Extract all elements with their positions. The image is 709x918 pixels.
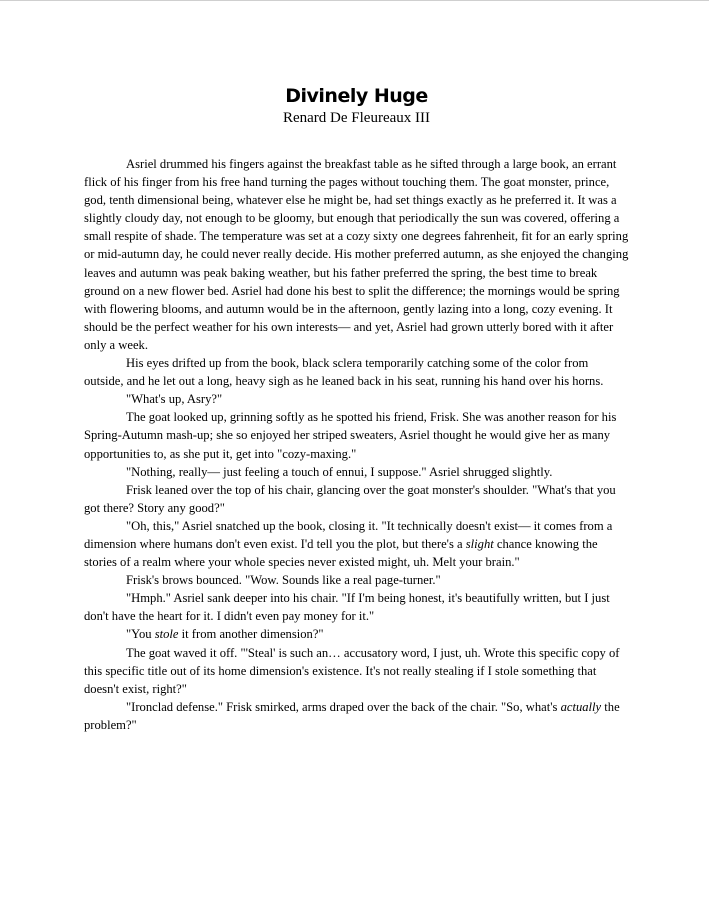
paragraph <box>84 354 629 390</box>
paragraph <box>84 517 629 571</box>
paragraph <box>84 481 629 517</box>
text-run: it from another dimension?" <box>178 627 324 642</box>
document-author: Renard De Fleureaux III <box>282 110 431 126</box>
text-run: "Hmph." Asriel sank deeper into his chair. "If I'm being honest, it's beautifully written, but I just don't have the heart for it. I didn't even pay money for it." <box>84 591 610 624</box>
text-run: The goat looked up, grinning softly as he spotted his friend, Frisk. She was another reason for his Spring-Autumn mash-up; she so enjoyed her striped sweaters, Asriel thought he would give her as many opportunities to, as she put it, get into "cozy-maxing." <box>84 410 617 461</box>
text-run: Frisk's brows bounced. "Wow. Sounds like a real page-turner." <box>126 573 441 588</box>
top-border <box>0 0 709 1</box>
paragraph <box>84 698 629 734</box>
text-run: "Oh, this," Asriel snatched up the book, closing it. "It technically doesn't exist— it comes from a dimension where humans don't even exist. I'd tell you the plot, but there's a <box>84 518 613 551</box>
italic-text: slight <box>465 536 494 551</box>
paragraph <box>84 390 629 408</box>
text-run: "You <box>126 627 155 642</box>
document-page <box>84 83 629 734</box>
document-title: Divinely Huge <box>285 85 428 107</box>
text-run: "Ironclad defense." Frisk smirked, arms draped over the back of the chair. "So, what's <box>126 699 561 714</box>
paragraph <box>84 625 629 643</box>
paragraph <box>84 155 629 354</box>
paragraph <box>84 644 629 698</box>
text-run: His eyes drifted up from the book, black sclera temporarily catching some of the color from outside, and he let out a long, heavy sigh as he leaned back in his seat, running his hand over his horns. <box>84 356 604 389</box>
paragraph <box>84 408 629 462</box>
italic-text: actually <box>560 699 602 714</box>
text-run: chance knowing the stories of a realm where your whole species never existed might, uh. Melt your brain." <box>84 536 598 570</box>
text-run: Frisk leaned over the top of his chair, glancing over the goat monster's shoulder. "What's that you got there? Story any good?" <box>84 482 616 515</box>
text-run: The goat waved it off. "'Steal' is such an… accusatory word, I just, uh. Wrote this specific copy of this specific title out of its home dimension's existence. It's not really stealing if I stole something that doesn't exist, right?" <box>84 645 620 696</box>
text-run: Asriel drummed his fingers against the breakfast table as he sifted through a large book, an errant flick of his finger from his free hand turning the pages without touching them. The goat monster, prince, god, tenth dimensional being, whatever else he might be, had set things exactly as he preferred it. It was a slightly cloudy day, not enough to be gloomy, but enough that periodically the sun was covered, offering a small respite of shade. The temperature was set at a cozy sixty one degrees fahrenheit, fit for an early spring or mid-autumn day, he could never really decide. His mother preferred autumn, as she enjoyed the changing leaves and autumn was peak baking weather, but his father preferred the spring, the best time to break ground on a new flower bed. Asriel had done his best to split the difference; the mornings would be spring with flowering blooms, and autumn would be in the afternoon, gently lazing into a long, cozy evening. It should be the perfect weather for his own interests— and yet, Asriel had grown utterly bored with it after only a week. <box>84 157 629 352</box>
paragraph <box>84 463 629 481</box>
text-run: "Nothing, really— just feeling a touch of ennui, I suppose." Asriel shrugged slightly. <box>126 464 553 479</box>
italic-text: stole <box>154 627 179 642</box>
document-body <box>84 155 629 734</box>
text-run: the problem?" <box>84 699 620 732</box>
paragraph <box>84 589 629 625</box>
paragraph <box>84 571 629 589</box>
text-run: "What's up, Asry?" <box>126 392 223 407</box>
